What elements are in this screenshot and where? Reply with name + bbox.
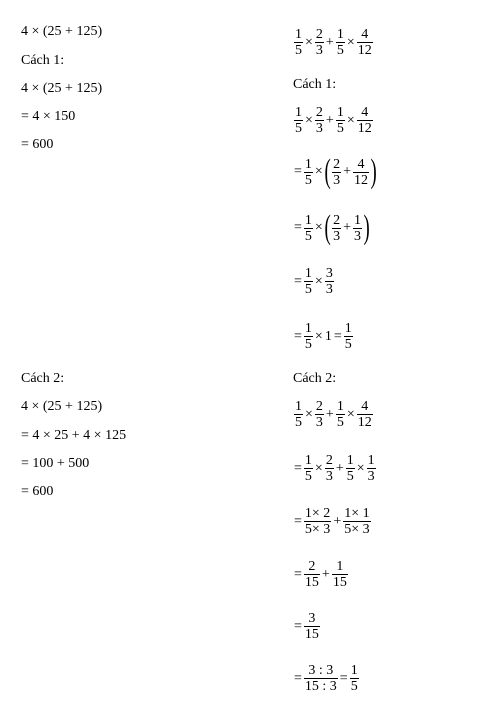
fraction	[357, 105, 373, 136]
right-cach2-label: Cách 2:	[293, 371, 337, 386]
fraction	[304, 266, 313, 297]
denominator: 3	[325, 469, 333, 484]
fraction	[350, 663, 359, 694]
denominator: 5	[304, 469, 312, 484]
numerator: 1	[346, 453, 354, 468]
operator: ×	[314, 273, 323, 289]
operator: ×	[346, 112, 355, 128]
parenthesis: (	[324, 153, 331, 190]
fraction	[294, 105, 303, 136]
numerator: 2	[315, 105, 323, 120]
fraction	[332, 559, 348, 590]
denominator: 5× 3	[304, 522, 331, 537]
numerator: 1	[304, 156, 312, 172]
operator: ×	[314, 460, 323, 476]
numerator: 2	[325, 453, 333, 468]
numerator: 1× 1	[344, 506, 370, 521]
operator: 1	[324, 328, 332, 344]
fraction	[332, 157, 341, 188]
numerator: 1	[304, 321, 312, 336]
fraction	[294, 399, 303, 430]
operator: =	[294, 618, 302, 634]
right-cach1-step	[293, 105, 374, 136]
right-cach2-step	[293, 453, 377, 484]
fraction	[304, 506, 331, 537]
numerator: 2	[315, 399, 323, 414]
fraction	[325, 453, 334, 484]
right-cach2-step	[293, 611, 321, 642]
operator: +	[343, 220, 352, 235]
denominator: 5	[344, 337, 352, 352]
left-cach1-step: = 4 × 150	[21, 109, 76, 124]
fraction	[357, 399, 373, 430]
fraction	[304, 321, 313, 352]
operator: +	[333, 513, 342, 529]
parenthesis: (	[324, 209, 331, 246]
numerator: 2	[333, 156, 341, 172]
denominator: 5	[304, 228, 312, 244]
numerator: 1	[350, 663, 358, 678]
left-cach1-label: Cách 1:	[21, 53, 65, 68]
right-cach2-step	[293, 399, 374, 430]
denominator: 5	[304, 337, 312, 352]
left-cach2-label: Cách 2:	[21, 371, 65, 386]
fraction	[336, 27, 345, 58]
operator: ×	[356, 460, 365, 476]
denominator: 3	[333, 228, 341, 244]
fraction	[315, 105, 324, 136]
fraction	[336, 399, 345, 430]
fraction	[304, 559, 320, 590]
operator: ×	[314, 164, 323, 179]
fraction	[367, 453, 376, 484]
operator: =	[294, 273, 302, 289]
operator: ×	[314, 220, 323, 235]
operator: +	[325, 112, 334, 128]
operator: =	[339, 670, 348, 686]
denominator: 12	[357, 43, 372, 58]
fraction	[294, 27, 303, 58]
numerator: 1	[304, 212, 312, 228]
numerator: 4	[361, 105, 369, 120]
left-cach2-step: 4 × (25 + 125)	[21, 399, 103, 414]
right-cach1-label: Cách 1:	[293, 77, 337, 92]
numerator: 2	[315, 27, 323, 42]
operator: =	[294, 513, 302, 529]
operator: ×	[305, 34, 313, 50]
right-cach1-step	[293, 155, 377, 189]
fraction	[336, 105, 345, 136]
operator: ×	[305, 112, 313, 128]
right-problem	[293, 27, 374, 58]
operator: +	[321, 566, 330, 582]
numerator: 3 : 3	[308, 663, 334, 678]
left-cach2-step: = 4 × 25 + 4 × 125	[21, 428, 127, 443]
operator: =	[294, 328, 302, 344]
fraction	[304, 213, 313, 244]
numerator: 2	[333, 212, 341, 228]
operator: ×	[314, 328, 323, 344]
operator: +	[325, 34, 334, 50]
fraction	[304, 663, 338, 694]
operator: =	[333, 328, 342, 344]
fraction	[346, 453, 355, 484]
denominator: 5	[350, 679, 358, 694]
numerator: 4	[361, 27, 369, 42]
fraction	[315, 399, 324, 430]
denominator: 5	[295, 43, 302, 58]
numerator: 1	[295, 27, 302, 42]
numerator: 3	[325, 266, 333, 281]
fraction	[304, 611, 320, 642]
denominator: 15	[304, 575, 319, 590]
denominator: 3	[354, 228, 362, 244]
left-cach1-step: = 600	[21, 137, 54, 152]
right-cach2-step	[293, 663, 360, 694]
denominator: 12	[357, 121, 372, 136]
denominator: 3	[315, 121, 323, 136]
numerator: 4	[357, 156, 365, 172]
operator: =	[294, 164, 302, 179]
numerator: 3	[308, 611, 316, 626]
operator: =	[294, 566, 302, 582]
operator: =	[294, 460, 302, 476]
denominator: 5	[295, 415, 302, 430]
left-cach1-step: 4 × (25 + 125)	[21, 81, 103, 96]
operator: +	[343, 164, 352, 179]
fraction	[343, 506, 370, 537]
numerator: 1	[304, 266, 312, 281]
denominator: 5	[336, 121, 344, 136]
numerator: 1	[295, 399, 302, 414]
operator: =	[294, 220, 302, 235]
fraction	[353, 157, 369, 188]
fraction	[325, 266, 334, 297]
numerator: 1	[336, 27, 344, 42]
numerator: 1	[354, 212, 362, 228]
numerator: 1	[336, 559, 344, 574]
denominator: 12	[354, 172, 369, 188]
fraction	[344, 321, 353, 352]
numerator: 1	[336, 399, 344, 414]
operator: ×	[346, 34, 355, 50]
denominator: 3	[315, 415, 323, 430]
parenthesis: )	[363, 209, 370, 246]
operator: ×	[305, 406, 313, 422]
numerator: 1	[295, 105, 302, 120]
left-problem: 4 × (25 + 125)	[21, 24, 103, 39]
numerator: 1	[304, 453, 312, 468]
right-cach1-step	[293, 211, 370, 245]
fraction	[332, 213, 341, 244]
denominator: 3	[325, 282, 333, 297]
numerator: 1	[336, 105, 344, 120]
numerator: 1× 2	[304, 506, 331, 521]
right-cach2-step	[293, 506, 372, 537]
operator: =	[294, 670, 302, 686]
denominator: 5× 3	[344, 522, 370, 537]
denominator: 15 : 3	[304, 679, 337, 694]
denominator: 3	[333, 172, 341, 188]
parenthesis: )	[370, 153, 377, 190]
fraction	[353, 213, 362, 244]
right-cach1-step	[293, 321, 354, 352]
left-cach2-step: = 600	[21, 484, 54, 499]
fraction	[315, 27, 324, 58]
denominator: 5	[295, 121, 302, 136]
denominator: 5	[336, 43, 344, 58]
numerator: 1	[344, 321, 352, 336]
numerator: 1	[367, 453, 375, 468]
fraction	[304, 453, 313, 484]
operator: ×	[346, 406, 355, 422]
right-cach2-step	[293, 559, 349, 590]
denominator: 12	[357, 415, 372, 430]
denominator: 3	[315, 43, 323, 58]
right-cach1-step	[293, 266, 335, 297]
left-cach2-step: = 100 + 500	[21, 456, 90, 471]
fraction	[304, 157, 313, 188]
operator: +	[335, 460, 344, 476]
denominator: 3	[367, 469, 375, 484]
operator: +	[325, 406, 334, 422]
numerator: 2	[308, 559, 316, 574]
fraction	[357, 27, 373, 58]
denominator: 5	[336, 415, 344, 430]
numerator: 4	[361, 399, 369, 414]
denominator: 5	[304, 282, 312, 297]
denominator: 5	[304, 172, 312, 188]
denominator: 15	[304, 627, 319, 642]
denominator: 15	[332, 575, 347, 590]
denominator: 5	[346, 469, 354, 484]
